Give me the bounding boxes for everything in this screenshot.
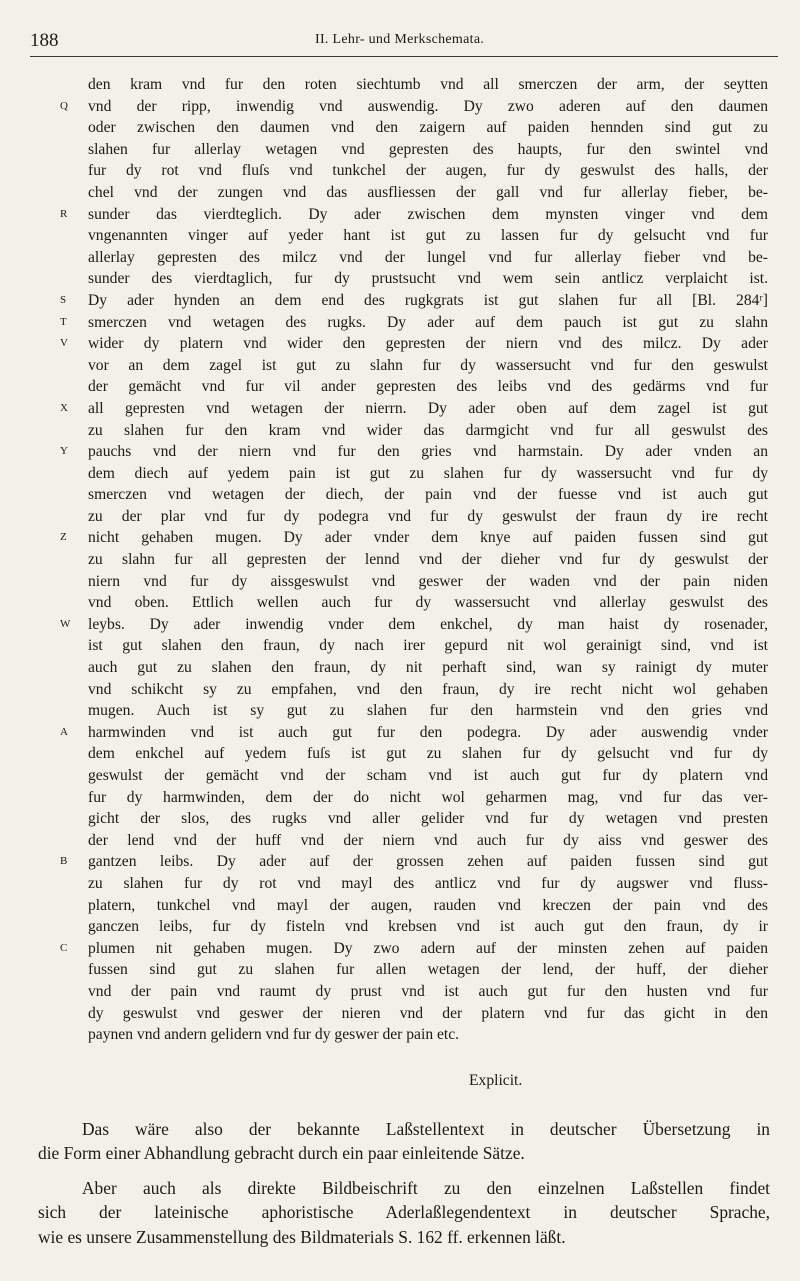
line-text: platern, tunkchel vnd mayl der augen, rauden vnd kreczen der pain vnd des: [88, 896, 768, 914]
text-line: [88, 484, 768, 506]
line-text: dem diech auf yedem pain ist gut zu slahen fur dy wassersucht vnd fur dy: [88, 464, 768, 482]
text-line: [88, 592, 768, 614]
commentary: [38, 1117, 770, 1249]
line-text: Dy ader hynden an dem end des rugkgrats ist gut slahen fur all [Bl. 284ʳ]: [88, 291, 768, 309]
line-text: zu slahen fur dy rot vnd mayl des antlicz vnd fur dy augswer vnd fluss-: [88, 874, 768, 892]
text-line: [88, 420, 768, 442]
line-text: wider dy platern vnd wider den gepresten der niern vnd des milcz. Dy ader: [88, 335, 768, 353]
text-line: [88, 657, 768, 679]
line-text: fur dy rot vnd fluſs vnd tunkchel der augen, fur dy geswulst des halls, der: [88, 162, 768, 180]
text-line: [88, 160, 768, 182]
commentary-line: sich der lateinische aphoristische Aderlaßlegendentext in deutscher Sprache,: [38, 1202, 770, 1223]
text-line: [88, 74, 768, 96]
margin-marker: A: [60, 725, 69, 738]
line-text: vnd schikcht sy zu empfahen, vnd den fraun, dy ire recht nicht wol gehaben: [88, 680, 768, 698]
margin-marker: Q: [60, 99, 69, 112]
text-line: [60, 851, 768, 873]
line-text: fussen sind gut zu slahen fur allen wetagen der lend, der huff, der dieher: [88, 961, 768, 979]
line-text: dy geswulst vnd geswer der nieren vnd der platern vnd fur das gicht in den: [88, 1004, 768, 1022]
text-line: [88, 549, 768, 571]
line-text: plumen nit gehaben mugen. Dy zwo adern auf der minsten zehen auf paiden: [88, 939, 768, 957]
line-text: slahen fur allerlay wetagen vnd gepresten des haupts, fur den swintel vnd: [88, 140, 768, 158]
page-number: 188: [30, 30, 59, 51]
line-text: smerczen vnd wetagen des rugks. Dy ader auf dem pauch ist gut zu slahn: [88, 313, 768, 331]
line-text: den kram vnd fur den roten siechtumb vnd all smerczen der arm, der seytten: [88, 76, 768, 93]
line-text: allerlay gepresten des milcz vnd der lungel vnd fur allerlay fieber vnd be-: [88, 248, 768, 266]
text-line: [88, 463, 768, 485]
text-line: [88, 182, 768, 204]
line-text: gicht der slos, des rugks vnd aller gelider vnd fur dy wetagen vnd presten: [88, 810, 768, 828]
margin-marker: B: [60, 855, 68, 868]
page-header: [30, 26, 778, 57]
line-text: leybs. Dy ader inwendig vnder dem enkchel, dy man haist dy rosenader,: [88, 615, 768, 633]
line-text: niern vnd fur dy aissgeswulst vnd geswer der waden vnd der pain niden: [88, 572, 768, 590]
line-text: geswulst der gemächt vnd der scham vnd ist auch gut fur dy platern vnd: [88, 767, 768, 784]
text-line: [60, 204, 768, 226]
line-text: smerczen vnd wetagen der diech, der pain vnd der fuesse vnd ist auch gut: [88, 486, 768, 504]
text-line: [60, 312, 768, 334]
line-text: oder zwischen den daumen vnd den zaigern auf paiden hennden sind gut zu: [88, 119, 768, 137]
text-line: [60, 614, 768, 636]
text-line: [88, 225, 768, 247]
text-line: [88, 808, 768, 830]
text-line: [60, 333, 768, 355]
text-line: [88, 139, 768, 161]
line-text: vnd der ripp, inwendig vnd auswendig. Dy zwo aderen auf den daumen: [88, 97, 768, 115]
margin-marker: S: [60, 293, 67, 306]
bloodletting-text: [60, 74, 768, 1046]
line-text: sunder des vierdtaglich, fur dy prustsucht vnd wem sein antlicz verplaicht ist.: [88, 270, 768, 288]
line-text: all gepresten vnd wetagen der nierrn. Dy ader oben auf dem zagel ist gut: [88, 399, 768, 417]
explicit-label: Explicit.: [469, 1072, 523, 1089]
text-line: [60, 722, 768, 744]
margin-marker: C: [60, 941, 68, 954]
text-line: [88, 743, 768, 765]
commentary-line: die Form einer Abhandlung gebracht durch ein paar einleitende Sätze.: [38, 1143, 525, 1164]
text-line: [88, 916, 768, 938]
line-text: vnd oben. Ettlich wellen auch fur dy wassersucht vnd allerlay geswulst des: [88, 594, 768, 612]
text-line: [60, 290, 768, 312]
text-line: [60, 96, 768, 118]
line-text: ist gut slahen den fraun, dy nach irer gepurd nit wol gerainigt sind, vnd ist: [88, 637, 768, 655]
margin-marker: W: [60, 617, 71, 630]
text-line: [88, 873, 768, 895]
text-line: [88, 376, 768, 398]
text-line: [60, 938, 768, 960]
margin-marker: Y: [60, 445, 69, 458]
line-text: der gemächt vnd fur vil ander gepresten des leibs vnd des gedärms vnd fur: [88, 378, 768, 396]
commentary-line: Aber auch als direkte Bildbeischrift zu den einzelnen Laßstellen findet: [82, 1177, 770, 1198]
line-text: vor an dem zagel ist gut zu slahn fur dy wassersucht vnd fur den geswulst: [88, 356, 768, 374]
text-line: [88, 679, 768, 701]
line-text: pauchs vnd der niern vnd fur den gries vnd harmstain. Dy ader vnden an: [88, 443, 768, 461]
text-line: [88, 765, 768, 787]
text-line: [88, 895, 768, 917]
line-text: sunder das vierdteglich. Dy ader zwischen dem mynsten vinger vnd dem: [88, 205, 768, 223]
line-text: zu der plar vnd fur dy podegra vnd fur dy geswulst der fraun dy ire recht: [88, 507, 768, 525]
text-line: [60, 398, 768, 420]
margin-marker: T: [60, 315, 68, 328]
line-text: zu slahen fur den kram vnd wider das darmgicht vnd fur all geswulst des: [88, 421, 768, 439]
line-text: harmwinden vnd ist auch gut fur den podegra. Dy ader auswendig vnder: [88, 723, 768, 741]
text-line: [88, 1024, 768, 1046]
text-line: [88, 571, 768, 593]
text-line: [88, 830, 768, 852]
text-line: [88, 506, 768, 528]
line-text: chel vnd der zungen vnd das ausfliessen der gall vnd fur allerlay fieber, be-: [88, 183, 768, 201]
text-line: [60, 527, 768, 549]
text-line: [88, 959, 768, 981]
line-text: vngenannten vinger auf yeder hant ist gut zu lassen fur dy gelsucht vnd fur: [88, 227, 768, 245]
line-text: ganczen leibs, fur dy fisteln vnd krebsen vnd ist auch gut den fraun, dy ir: [88, 918, 768, 936]
line-text: vnd der pain vnd raumt dy prust vnd ist auch gut fur den husten vnd fur: [88, 982, 768, 1000]
text-line: [88, 787, 768, 809]
line-text: paynen vnd andern gelidern vnd fur dy geswer der pain etc.: [88, 1026, 460, 1044]
line-text: zu slahn fur all gepresten der lennd vnd der dieher vnd fur dy geswulst der: [88, 551, 768, 569]
text-line: [88, 268, 768, 290]
margin-marker: X: [60, 401, 69, 414]
text-line: [88, 1003, 768, 1025]
line-text: dem enkchel auf yedem fuſs ist gut zu slahen fur dy gelsucht vnd fur dy: [88, 745, 768, 763]
line-text: fur dy harmwinden, dem der do nicht wol geharmen mag, vnd fur das ver-: [88, 788, 768, 806]
line-text: gantzen leibs. Dy ader auf der grossen zehen auf paiden fussen sind gut: [88, 853, 768, 871]
commentary-line: Das wäre also der bekannte Laßstellentext in deutscher Übersetzung in: [82, 1119, 770, 1139]
text-line: [88, 355, 768, 377]
text-line: [88, 247, 768, 269]
line-text: nicht gehaben mugen. Dy ader vnder dem knye auf paiden fussen sind gut: [88, 529, 768, 547]
line-text: auch gut zu slahen den fraun, dy nit perhaft sind, wan sy rainigt dy muter: [88, 659, 768, 677]
running-head: II. Lehr- und Merkschemata.: [315, 32, 485, 47]
text-line: [88, 981, 768, 1003]
text-line: [88, 117, 768, 139]
text-line: [60, 441, 768, 463]
line-text: der lend vnd der huff vnd der niern vnd auch fur dy aiss vnd geswer des: [88, 831, 768, 849]
margin-marker: V: [60, 337, 69, 350]
text-line: [88, 700, 768, 722]
text-line: [88, 635, 768, 657]
commentary-line: wie es unsere Zusammenstellung des Bildmaterials S. 162 ff. erkennen läßt.: [38, 1226, 566, 1247]
margin-marker: R: [60, 207, 68, 220]
margin-marker: Z: [60, 531, 68, 544]
line-text: mugen. Auch ist sy gut zu slahen fur den harmstein vnd den gries vnd: [88, 702, 768, 720]
